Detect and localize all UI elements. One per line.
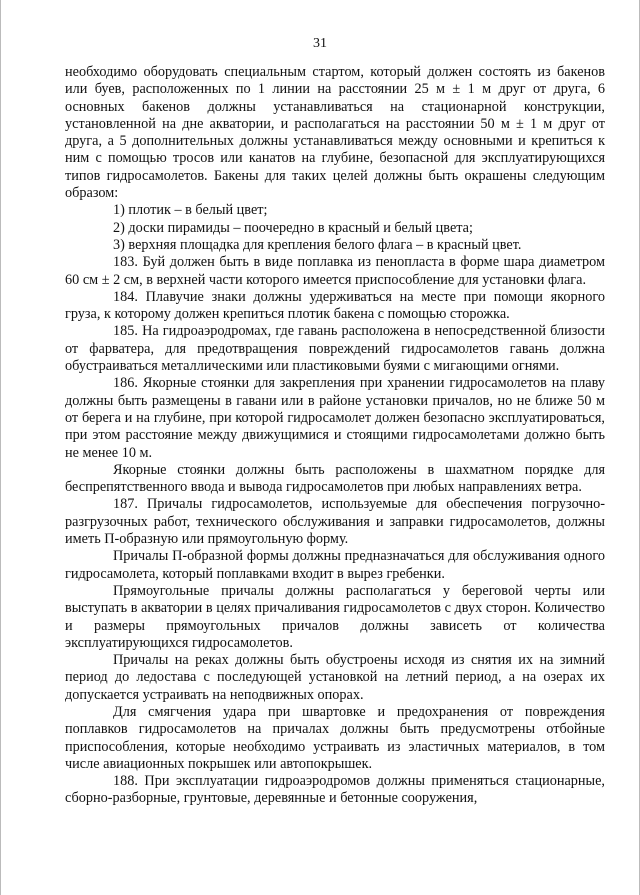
paragraph-187: 187. Причалы гидросамолетов, используемые для обеспечения погрузочно-разгрузочных работ, технического обслуживания и заправки гидросамолетов, должны иметь П-образную или прямоугольную форму.	[65, 496, 605, 548]
paragraph-188: 188. При эксплуатации гидроаэродромов должны применяться стационарные, сборно-разборные, грунтовые, деревянные и бетонные сооружения,	[65, 773, 605, 807]
document-body	[65, 64, 605, 808]
paragraph-187-rectangular-piers: Прямоугольные причалы должны располагаться у береговой черты или выступать в акватории в целях причаливания гидросамолетов с двух сторон. Количество и размеры прямоугольных причалов должны зависеть от количества эксплуатирующихся гидросамолетов.	[65, 582, 605, 651]
paragraph-186-anchorage-layout: Якорные стоянки должны быть расположены в шахматном порядке для беспрепятственного ввода и вывода гидросамолетов при любых направлениях ветра.	[65, 461, 605, 496]
paragraph-185: 185. На гидроаэродромах, где гавань расположена в непосредственной близости от фарватера, для предотвращения повреждений гидросамолетов гавань должна обустраиваться металлическими или пластиковыми буями с мигающими огнями.	[65, 323, 605, 375]
paragraph-184: 184. Плавучие знаки должны удерживаться на месте при помощи якорного груза, к которому должен крепиться плотик бакена с помощью сторожка.	[65, 288, 605, 323]
paragraph-186: 186. Якорные стоянки для закрепления при хранении гидросамолетов на плаву должны быть размещены в гавани или в районе установки причалов, но не ближе 50 м от берега и на глубине, при которой гидросамолет должен безопасно эксплуатироваться, при этом расстояние между движущимися и стоящими гидросамолетами должно быть не менее 10 м.	[65, 375, 605, 461]
paragraph-183: 183. Буй должен быть в виде поплавка из пенопласта в форме шара диаметром 60 см ± 2 см, в верхней части которого имеется приспособление для установки флага.	[65, 254, 605, 288]
list-item-float-color: 1) плотик – в белый цвет;	[113, 202, 268, 219]
list-item-pyramid-boards-color: 2) доски пирамиды – поочередно в красный и белый цвета;	[113, 219, 473, 236]
paragraph-intro-continuation: необходимо оборудовать специальным стартом, который должен состоять из бакенов или буев, расположенных по 1 линии на расстоянии 25 м ± 1 м друг от друга, 6 основных бакенов должны устанавливаться на стационарной конструкции, установленной на дне акватории, и располагаться на расстоянии 50 м ± 1 м друг от друга, а 5 дополнительных должны устанавливаться между основными и крепиться к ним с помощью тросов или канатов на глубине, безопасной для эксплуатирующихся типов гидросамолетов. Бакены для таких целей должны быть окрашены следующим образом:	[65, 64, 605, 202]
list-item-flag-platform-color: 3) верхняя площадка для крепления белого флага – в красный цвет.	[113, 236, 522, 253]
paragraph-187-river-piers: Причалы на реках должны быть обустроены исходя из снятия их на зимний период до ледостава с последующей установкой на летний период, а на озерах их допускается устраивать на неподвижных опорах.	[65, 652, 605, 703]
paragraph-187-u-shaped-piers: Причалы П-образной формы должны предназначаться для обслуживания одного гидросамолета, который поплавками входит в вырез гребенки.	[65, 548, 605, 582]
page-number: 31	[313, 36, 327, 51]
paragraph-187-fenders: Для смягчения удара при швартовке и предохранения от повреждения поплавков гидросамолетов на причалах должны быть предусмотрены отбойные приспособления, которые необходимо устраивать из эластичных материалов, в том числе авиационных покрышек или автопокрышек.	[65, 703, 605, 772]
